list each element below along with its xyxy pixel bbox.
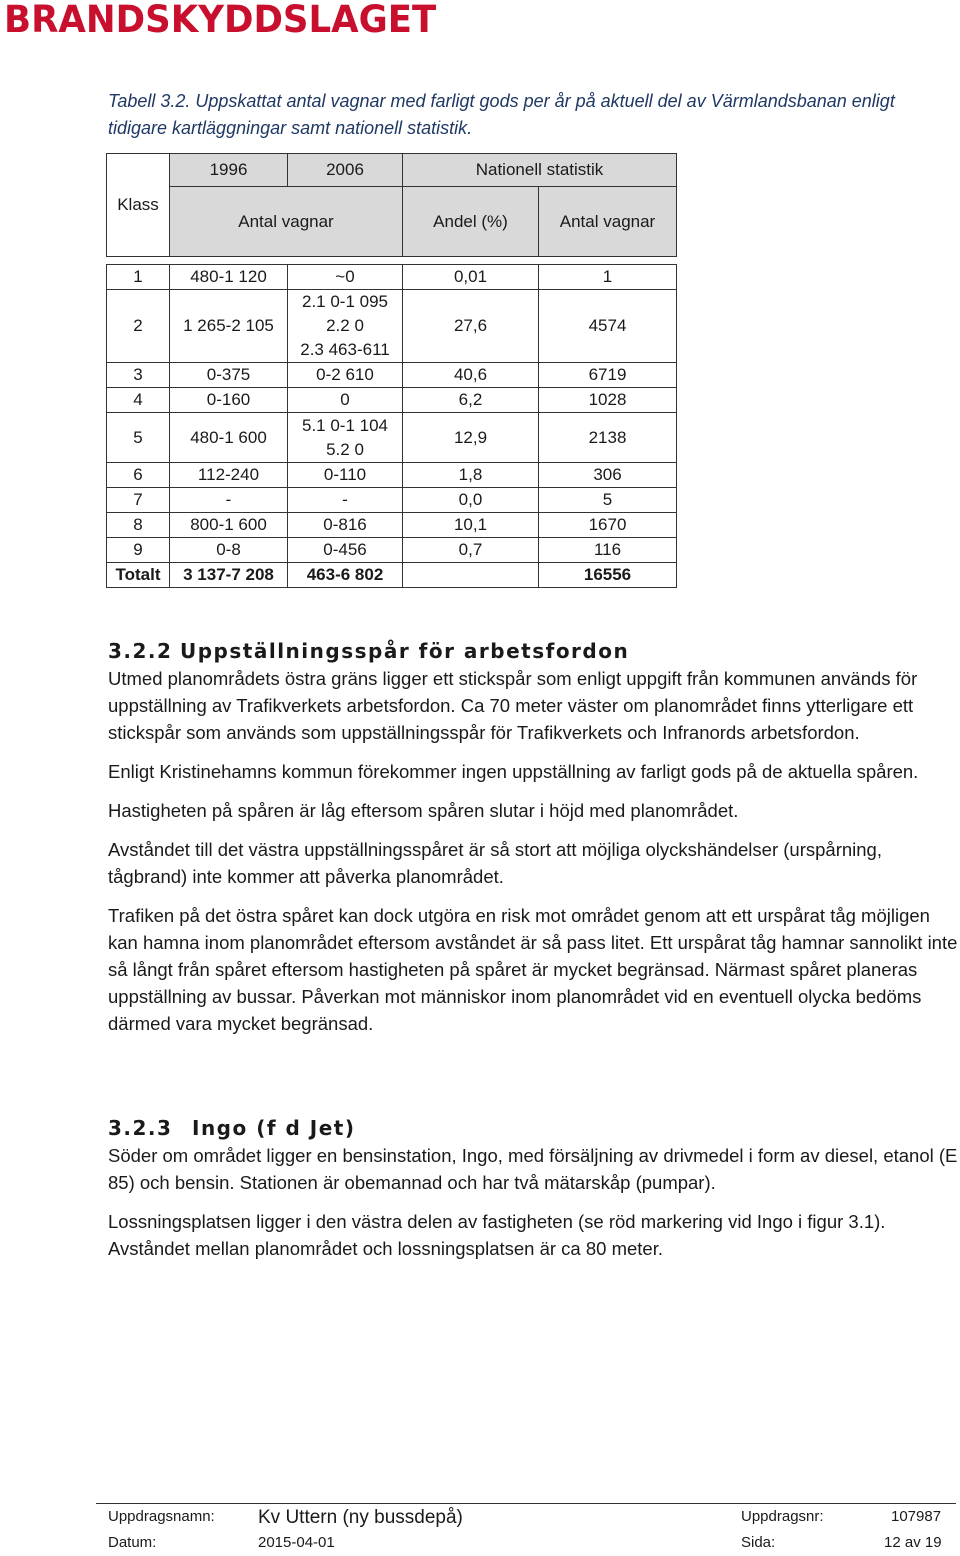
cell-klass: Totalt: [107, 563, 170, 588]
paragraph: Enligt Kristinehamns kommun förekommer ingen uppställning av farligt gods på de aktuella spåren.: [108, 761, 919, 782]
table-row: [107, 513, 677, 538]
cell-2006-line: 5.2 0: [326, 439, 364, 459]
section-number: 3.2.2: [108, 639, 173, 663]
footer-label: Uppdragsnr:: [741, 1508, 824, 1525]
header-andel: Andel (%): [403, 187, 539, 257]
table-row: [107, 463, 677, 488]
paragraph: Lossningsplatsen ligger i den västra delen av fastigheten (se röd markering vid Ingo i figur 3.1). Avståndet mellan planområdet och lossningsplatsen är ca 80 meter.: [108, 1211, 886, 1259]
cell-andel: 40,6: [403, 363, 539, 388]
cell-1996: 0-375: [170, 363, 288, 388]
header-antal-vagnar-nationell: Antal vagnar: [539, 187, 677, 257]
cell-klass: 4: [107, 388, 170, 413]
cell-1996: 480-1 600: [170, 413, 288, 463]
section-title: Ingo (f d Jet): [192, 1116, 356, 1140]
header-antal-vagnar: Antal vagnar: [170, 187, 403, 257]
cell-2006: ~0: [288, 265, 403, 290]
cell-2006-line: 2.1 0-1 095: [301, 292, 388, 311]
section-number: 3.2.3: [108, 1116, 173, 1140]
cell-antal: 116: [539, 538, 677, 563]
footer-label: Uppdragsnamn:: [108, 1508, 215, 1525]
cell-2006: 0: [288, 388, 403, 413]
table-total-row: [107, 563, 677, 588]
cell-andel: 0,01: [403, 265, 539, 290]
paragraph: Trafiken på det östra spåret kan dock utgöra en risk mot området genom att ett urspårat tåg möjligen kan hamna inom planområdet eftersom avståndet är så pass litet. Ett urspårat tåg hamnar sannolikt inte så långt från spåret eftersom hastigheten på spåret är mycket begränsad. Närmast spåret planeras uppställning av bussar. Påverkan mot människor inom planområdet vid en eventuell olycka bedöms därmed vara mycket begränsad.: [108, 905, 958, 1034]
page-footer: [96, 1503, 956, 1556]
cell-2006: [288, 413, 403, 463]
footer-project-name: Kv Uttern (ny bussdepå): [258, 1507, 463, 1528]
section-323: [108, 1115, 958, 1274]
header-1996: 1996: [170, 154, 288, 187]
cell-2006-line: 5.1 0-1 104: [301, 415, 388, 435]
cell-klass: 5: [107, 413, 170, 463]
cell-antal: 306: [539, 463, 677, 488]
cell-2006: 0-456: [288, 538, 403, 563]
brand-logo: BRANDSKYDDSLAGET: [4, 0, 437, 41]
cell-antal: 1670: [539, 513, 677, 538]
cell-andel: 12,9: [403, 413, 539, 463]
paragraph: Utmed planområdets östra gräns ligger ett stickspår som enligt uppgift från kommunen används för uppställning av Trafikverkets arbetsfordon. Ca 70 meter väster om planområdet finns ytterligare ett stickspår som används som uppställningsspår för Trafikverkets och Infranords arbetsfordon.: [108, 668, 918, 743]
cell-antal: 2138: [539, 413, 677, 463]
cell-2006: -: [288, 488, 403, 513]
cell-antal: 1: [539, 265, 677, 290]
footer-label: Sida:: [741, 1534, 776, 1551]
cell-1996: 800-1 600: [170, 513, 288, 538]
table-row: [107, 538, 677, 563]
table-row: [107, 488, 677, 513]
table-row: [107, 413, 677, 463]
table-row: [107, 388, 677, 413]
cell-2006-line: 2.3 463-611: [300, 340, 390, 359]
cell-1996: 0-8: [170, 538, 288, 563]
cell-antal: 4574: [539, 290, 677, 363]
header-nationell: Nationell statistik: [403, 154, 677, 187]
footer-page-number: 12 av 19: [884, 1534, 942, 1551]
section-heading: [108, 1115, 958, 1142]
cell-klass: 8: [107, 513, 170, 538]
cell-andel: 1,8: [403, 463, 539, 488]
footer-project-number: 107987: [891, 1508, 942, 1525]
cell-klass: 7: [107, 488, 170, 513]
cell-1996: 0-160: [170, 388, 288, 413]
cell-2006-line: 2.2 0: [326, 316, 364, 335]
cell-1996: 1 265-2 105: [170, 290, 288, 363]
table-row: [107, 265, 677, 290]
section-title: Uppställningsspår för arbetsfordon: [180, 639, 630, 663]
table-row: [107, 290, 677, 363]
cell-klass: 2: [107, 290, 170, 363]
header-2006: 2006: [288, 154, 403, 187]
cell-antal: 5: [539, 488, 677, 513]
header-klass: Klass: [107, 154, 170, 257]
cell-klass: 3: [107, 363, 170, 388]
cell-klass: 1: [107, 265, 170, 290]
cell-klass: 9: [107, 538, 170, 563]
cell-andel: 10,1: [403, 513, 539, 538]
cell-antal: 16556: [539, 563, 677, 588]
cell-1996: -: [170, 488, 288, 513]
table-caption: Tabell 3.2. Uppskattat antal vagnar med farligt gods per år på aktuell del av Värmlandsbanan enligt tidigare kartläggningar samt nationell statistik.: [108, 91, 895, 138]
cell-2006: 0-2 610: [288, 363, 403, 388]
footer-date: 2015-04-01: [258, 1534, 335, 1551]
cell-2006: 0-110: [288, 463, 403, 488]
cell-1996: 3 137-7 208: [170, 563, 288, 588]
cell-antal: 1028: [539, 388, 677, 413]
cell-2006: 0-816: [288, 513, 403, 538]
cell-2006: [288, 290, 403, 363]
section-322: [108, 638, 958, 1049]
cell-andel: 27,6: [403, 290, 539, 363]
paragraph: Hastigheten på spåren är låg eftersom spåren slutar i höjd med planområdet.: [108, 800, 739, 821]
paragraph: Söder om området ligger en bensinstation, Ingo, med försäljning av drivmedel i form av diesel, etanol (E 85) och bensin. Stationen är obemannad och har två mätarskåp (pumpar).: [108, 1145, 958, 1193]
cell-andel: 0,0: [403, 488, 539, 513]
paragraph: Avståndet till det västra uppställningsspåret är så stort att möjliga olyckshändelser (urspårning, tågbrand) inte kommer att påverka planområdet.: [108, 839, 882, 887]
section-heading: [108, 638, 958, 665]
cell-2006: 463-6 802: [288, 563, 403, 588]
footer-label: Datum:: [108, 1534, 157, 1551]
cell-andel: [403, 563, 539, 588]
cell-klass: 6: [107, 463, 170, 488]
table-row: [107, 363, 677, 388]
cell-andel: 6,2: [403, 388, 539, 413]
dangerous-goods-table: [106, 153, 677, 588]
cell-andel: 0,7: [403, 538, 539, 563]
cell-antal: 6719: [539, 363, 677, 388]
cell-1996: 480-1 120: [170, 265, 288, 290]
cell-1996: 112-240: [170, 463, 288, 488]
